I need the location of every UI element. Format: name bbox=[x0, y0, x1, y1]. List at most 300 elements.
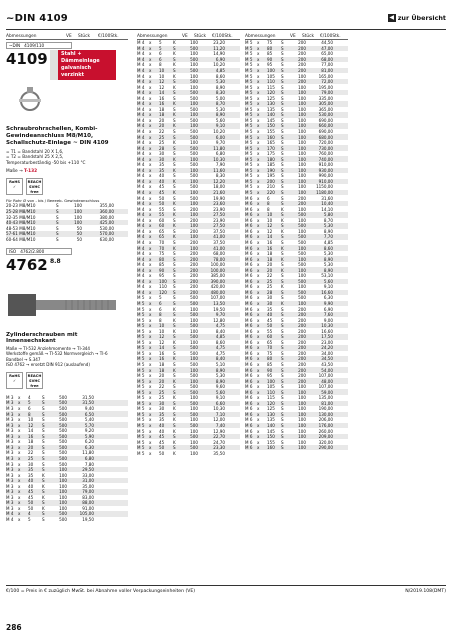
table-cell: 100 bbox=[298, 129, 306, 135]
table-cell: x bbox=[149, 384, 152, 390]
product1-number: 4109 bbox=[6, 50, 48, 68]
table-cell: 23,30 bbox=[213, 445, 225, 451]
table-cell: 910,00 bbox=[318, 162, 333, 168]
table-cell: x bbox=[257, 117, 260, 123]
table-cell: M 4 bbox=[137, 145, 145, 151]
table-cell: M 4 bbox=[137, 95, 145, 101]
table-row bbox=[245, 73, 348, 79]
table-cell: 65 bbox=[267, 339, 273, 345]
table-cell: 200 bbox=[190, 206, 198, 212]
table-cell: 44,50 bbox=[321, 40, 333, 46]
table-cell: x bbox=[257, 339, 260, 345]
table-row bbox=[245, 389, 348, 395]
table-cell: 6,00 bbox=[215, 134, 225, 140]
table-row bbox=[137, 384, 240, 390]
table-cell: x bbox=[149, 90, 152, 96]
table-cell: 200 bbox=[298, 51, 306, 57]
table-cell: K bbox=[173, 356, 176, 362]
table-cell: 8,90 bbox=[323, 267, 333, 273]
table-cell: 70 bbox=[159, 245, 165, 251]
table-cell: x bbox=[257, 389, 260, 395]
table-cell: 500 bbox=[298, 234, 306, 240]
table-cell: M 5 bbox=[137, 384, 145, 390]
table-cell: x bbox=[149, 406, 152, 412]
table-cell: x bbox=[257, 328, 260, 334]
table-cell: 25 bbox=[159, 389, 165, 395]
table-cell: 31,50 bbox=[82, 394, 94, 400]
col2-header: Abmessungen VE Stück €/100Stk. bbox=[245, 33, 348, 40]
table-cell: x bbox=[257, 400, 260, 406]
table-row bbox=[137, 240, 240, 246]
table-cell: 16 bbox=[159, 350, 165, 356]
table-row bbox=[137, 328, 240, 334]
table-cell: 1180,00 bbox=[316, 190, 333, 196]
table-cell: M 3 bbox=[6, 450, 14, 456]
table-cell: x bbox=[149, 434, 152, 440]
table-cell: x bbox=[149, 167, 152, 173]
table-cell: 200 bbox=[298, 367, 306, 373]
table-cell: M 4 bbox=[137, 68, 145, 73]
table-cell: 35 bbox=[28, 472, 34, 478]
table-cell: M 6 bbox=[245, 195, 253, 201]
table-row bbox=[137, 301, 240, 307]
table-cell: x bbox=[257, 45, 260, 51]
table-cell: 12 bbox=[159, 334, 165, 340]
table-cell: 45 bbox=[267, 317, 273, 323]
table-cell: x bbox=[149, 312, 152, 318]
table-cell: x bbox=[257, 245, 260, 251]
table-cell: S bbox=[281, 45, 284, 51]
rohs-badge-2: RoHS ✓ bbox=[6, 372, 23, 389]
table-row bbox=[137, 223, 240, 229]
table-cell: S bbox=[173, 289, 176, 295]
table-cell: 7,10 bbox=[215, 411, 225, 417]
table-cell: x bbox=[18, 467, 21, 473]
back-to-overview-link[interactable] bbox=[388, 14, 446, 22]
table-cell: 500 bbox=[190, 162, 198, 168]
table-cell: S bbox=[281, 140, 284, 146]
table-cell: M 5 bbox=[245, 56, 253, 62]
table-cell: x bbox=[257, 417, 260, 423]
table-cell: 90 bbox=[267, 367, 273, 373]
table-cell: x bbox=[257, 439, 260, 445]
table-cell: x bbox=[257, 84, 260, 90]
table-cell: S bbox=[173, 145, 176, 151]
table-cell: 33,00 bbox=[82, 472, 94, 478]
table-cell: 10,20 bbox=[213, 129, 225, 135]
table-cell: 16 bbox=[267, 239, 273, 245]
table-cell: 100 bbox=[190, 62, 198, 68]
table-cell: 500 bbox=[59, 511, 67, 517]
table-cell: x bbox=[149, 345, 152, 351]
table-cell: S bbox=[281, 106, 284, 112]
table-cell: 100 bbox=[298, 95, 306, 101]
table-cell: S bbox=[281, 129, 284, 135]
table-cell: S bbox=[173, 384, 176, 390]
table-cell: x bbox=[257, 206, 260, 212]
table-cell: 8 bbox=[159, 312, 162, 318]
table-cell: 65 bbox=[159, 234, 165, 240]
table-cell: x bbox=[257, 406, 260, 412]
table-cell: x bbox=[149, 201, 152, 207]
table-cell: 100 bbox=[190, 73, 198, 79]
table-cell: 80 bbox=[267, 45, 273, 51]
table-cell: 5,40 bbox=[84, 417, 94, 423]
table-cell: 8,60 bbox=[215, 73, 225, 79]
table-cell: 100 bbox=[298, 284, 306, 290]
table-cell: 500 bbox=[298, 278, 306, 284]
table-cell: 200 bbox=[298, 373, 306, 379]
table-row bbox=[137, 212, 240, 218]
table-row bbox=[137, 367, 240, 373]
table-cell: 500 bbox=[190, 384, 198, 390]
table-row bbox=[245, 279, 348, 285]
table-cell: 16 bbox=[159, 95, 165, 101]
table-cell: M 3 bbox=[6, 428, 14, 434]
table-cell: M 6 bbox=[245, 228, 253, 234]
table-cell: M 6 bbox=[245, 406, 253, 412]
table-cell: 100 bbox=[190, 101, 198, 107]
table-cell: x bbox=[149, 73, 152, 79]
table-cell: M 6 bbox=[245, 367, 253, 373]
table-cell: M 6 bbox=[245, 278, 253, 284]
table-cell: x bbox=[149, 284, 152, 290]
table-cell: 125 bbox=[267, 406, 275, 412]
table-cell: 10,20 bbox=[213, 62, 225, 68]
table-cell: 5 bbox=[159, 40, 162, 46]
table-row bbox=[245, 445, 348, 451]
table-cell: M 5 bbox=[245, 184, 253, 190]
table-cell: 9,20 bbox=[84, 428, 94, 434]
table-cell: M 5 bbox=[245, 95, 253, 101]
table-cell: 6,80 bbox=[215, 151, 225, 157]
table-cell: M 6 bbox=[245, 317, 253, 323]
product2-number-block bbox=[6, 256, 128, 274]
table-cell: 1150,00 bbox=[316, 184, 333, 190]
table-cell: 45 bbox=[159, 184, 165, 190]
table-cell: x bbox=[257, 251, 260, 257]
table-cell: M 6 bbox=[245, 373, 253, 379]
table-cell: S bbox=[173, 45, 176, 51]
table-cell: S bbox=[281, 223, 284, 229]
table-cell: 100,00 bbox=[210, 267, 225, 273]
table-cell: 6,90 bbox=[323, 306, 333, 312]
table-cell: 100 bbox=[298, 145, 306, 151]
table-cell: S bbox=[281, 123, 284, 129]
table-cell: 107,00 bbox=[318, 373, 333, 379]
table-cell: S bbox=[281, 134, 284, 140]
table-cell: M 4 bbox=[137, 223, 145, 229]
table-cell: x bbox=[18, 433, 21, 439]
table-cell: K bbox=[173, 62, 176, 68]
table-cell: 690,00 bbox=[318, 129, 333, 135]
table-cell: M 4 bbox=[137, 112, 145, 118]
table-cell: S bbox=[281, 384, 284, 390]
table-cell: S bbox=[173, 79, 176, 85]
table-cell: 100 bbox=[298, 190, 306, 196]
col1-header: Abmessungen VE Stück €/100Stk. bbox=[137, 33, 240, 40]
table-cell: 10,30 bbox=[213, 156, 225, 162]
table-cell: 100 bbox=[59, 483, 67, 489]
table-cell: x bbox=[18, 505, 21, 511]
table-cell: x bbox=[257, 239, 260, 245]
table-cell: M 6 bbox=[245, 361, 253, 367]
table-cell: x bbox=[257, 323, 260, 329]
table-cell: x bbox=[257, 201, 260, 207]
table-cell: 200 bbox=[298, 334, 306, 340]
table-row bbox=[6, 231, 128, 237]
table-row bbox=[137, 439, 240, 445]
page-footer bbox=[6, 585, 446, 594]
table-cell: 95 bbox=[267, 62, 273, 68]
table-cell: 11,60 bbox=[213, 167, 225, 173]
table-cell: S bbox=[42, 433, 45, 439]
table-cell: S bbox=[173, 129, 176, 135]
table-row bbox=[6, 225, 128, 231]
table-cell: 20 bbox=[28, 444, 34, 450]
table-cell: M 6 bbox=[245, 334, 253, 340]
table-cell: S bbox=[281, 101, 284, 107]
table-cell: M 5 bbox=[245, 90, 253, 96]
table-cell: x bbox=[257, 129, 260, 135]
table-column-1 bbox=[137, 33, 240, 456]
table-cell: S bbox=[281, 79, 284, 85]
table-row bbox=[245, 40, 348, 46]
table-cell: 5,30 bbox=[323, 262, 333, 268]
table-row bbox=[245, 423, 348, 429]
table-cell: x bbox=[149, 262, 152, 268]
table-cell: 760,00 bbox=[318, 151, 333, 157]
table-row bbox=[245, 417, 348, 423]
table-row bbox=[245, 317, 348, 323]
table-cell: M 5 bbox=[137, 389, 145, 395]
table-cell: M 5 bbox=[245, 40, 253, 46]
table-cell: 200 bbox=[190, 256, 198, 262]
table-row bbox=[245, 306, 348, 312]
table-cell: 120 bbox=[159, 289, 167, 295]
table-column-2 bbox=[245, 33, 348, 450]
table-cell: x bbox=[149, 178, 152, 184]
table-cell: S bbox=[173, 206, 176, 212]
table-cell: 100 bbox=[74, 220, 82, 226]
table-cell: 680,00 bbox=[318, 134, 333, 140]
table-row bbox=[245, 173, 348, 179]
table-cell: S bbox=[173, 312, 176, 318]
table-cell: 150 bbox=[267, 123, 275, 129]
table-cell: x bbox=[149, 228, 152, 234]
table-cell: K bbox=[173, 73, 176, 79]
table-cell: 8 bbox=[267, 201, 270, 207]
table-cell: M 5 bbox=[137, 445, 145, 451]
table-cell: 23,90 bbox=[213, 206, 225, 212]
table-row bbox=[245, 162, 348, 168]
table-cell: M 5 bbox=[137, 428, 145, 434]
table-row bbox=[137, 145, 240, 151]
table-cell: S bbox=[281, 295, 284, 301]
table-cell: M 5 bbox=[137, 356, 145, 362]
table-cell: S bbox=[173, 423, 176, 428]
table-row bbox=[245, 362, 348, 368]
table-cell: S bbox=[173, 389, 176, 395]
table-cell: 5,30 bbox=[323, 223, 333, 229]
table-cell: 100 bbox=[298, 206, 306, 212]
table-row bbox=[245, 395, 348, 401]
table-cell: 12 bbox=[28, 422, 34, 428]
table-cell: 77,00 bbox=[321, 62, 333, 68]
table-cell: 10,30 bbox=[213, 406, 225, 412]
table-cell: M 5 bbox=[245, 134, 253, 140]
table-cell: 27,50 bbox=[213, 212, 225, 218]
table-cell: 8,90 bbox=[215, 84, 225, 90]
table-row bbox=[137, 450, 240, 456]
table-cell: x bbox=[149, 367, 152, 373]
table-cell: x bbox=[18, 472, 21, 478]
table-cell: 95 bbox=[159, 273, 165, 279]
table-cell: 22 bbox=[267, 273, 273, 279]
product1-badges bbox=[6, 178, 128, 195]
table-cell: M 4 bbox=[137, 251, 145, 257]
table-row bbox=[137, 234, 240, 240]
table-cell: 200 bbox=[298, 317, 306, 323]
product1-number-block bbox=[6, 50, 128, 80]
table-cell: 100 bbox=[190, 156, 198, 162]
table-cell: 100 bbox=[159, 278, 167, 284]
table-cell: S bbox=[281, 56, 284, 62]
table-cell: 8,90 bbox=[323, 228, 333, 234]
table-row bbox=[137, 401, 240, 407]
table-cell: x bbox=[149, 245, 152, 251]
table-cell: x bbox=[257, 278, 260, 284]
table-cell: 100 bbox=[298, 434, 306, 440]
table-cell: 25 bbox=[267, 278, 273, 284]
table-cell: M 4 bbox=[137, 151, 145, 157]
table-cell: x bbox=[149, 79, 152, 85]
table-cell: 14 bbox=[159, 90, 165, 96]
table-cell: S bbox=[281, 68, 284, 73]
table-cell: S bbox=[173, 239, 176, 245]
table-cell: 54,00 bbox=[321, 367, 333, 373]
table-row bbox=[137, 334, 240, 340]
table-cell: 100 bbox=[298, 151, 306, 157]
table-cell: M 4 bbox=[137, 284, 145, 290]
table-cell: S bbox=[42, 489, 45, 495]
table-cell: S bbox=[281, 445, 284, 451]
table-cell: S bbox=[42, 422, 45, 428]
table-cell: M 6 bbox=[245, 417, 253, 423]
table-cell: x bbox=[149, 95, 152, 101]
table-row bbox=[245, 245, 348, 251]
table-cell: x bbox=[257, 184, 260, 190]
table-cell: S bbox=[281, 184, 284, 190]
table-cell: 75 bbox=[159, 251, 165, 257]
table-cell: 22,70 bbox=[213, 434, 225, 440]
table-cell: 70 bbox=[159, 239, 165, 245]
table-cell: x bbox=[257, 345, 260, 351]
table-cell: M 6 bbox=[245, 289, 253, 295]
table-cell: 8,70 bbox=[215, 101, 225, 107]
table-cell: 65 bbox=[159, 228, 165, 234]
table-cell: 20 bbox=[159, 378, 165, 384]
table-cell: S bbox=[281, 262, 284, 268]
table-cell: S bbox=[42, 511, 45, 517]
table-cell: x bbox=[149, 195, 152, 201]
table-cell: 85 bbox=[267, 361, 273, 367]
table-cell: 150 bbox=[267, 434, 275, 440]
footer-note: €/100 = Preis in € zuzüglich MwSt. bei Abnahme voller Verpackungseinheiten (VE) bbox=[6, 589, 196, 594]
table-cell: S bbox=[42, 450, 45, 456]
table-cell: 6 bbox=[159, 56, 162, 62]
table-cell: S bbox=[173, 228, 176, 234]
table-cell: S bbox=[42, 455, 45, 461]
table-cell: M 5 bbox=[245, 112, 253, 118]
table-cell: M 6 bbox=[245, 389, 253, 395]
table-cell: K bbox=[173, 178, 176, 184]
table-cell: 500 bbox=[298, 289, 306, 295]
table-cell: S bbox=[281, 428, 284, 434]
table-row bbox=[245, 195, 348, 201]
table-row bbox=[137, 317, 240, 323]
table-cell: 100 bbox=[298, 417, 306, 423]
table-cell: 30 bbox=[267, 300, 273, 306]
table-cell: x bbox=[149, 251, 152, 257]
table-cell: 100 bbox=[267, 68, 275, 73]
table-cell: 500 bbox=[190, 400, 198, 406]
table-cell: S bbox=[281, 345, 284, 351]
table-cell: 43,50 bbox=[321, 361, 333, 367]
table-cell: 130 bbox=[267, 411, 275, 417]
table-cell: S bbox=[173, 345, 176, 351]
table-cell: 20 bbox=[159, 117, 165, 123]
table-cell: x bbox=[149, 68, 152, 73]
table-cell: 23,90 bbox=[213, 217, 225, 223]
table-cell: 18 bbox=[267, 251, 273, 257]
rohs-badge: RoHS ✓ bbox=[6, 178, 23, 195]
table-cell: 100 bbox=[74, 214, 82, 220]
table-cell: 30 bbox=[159, 156, 165, 162]
table-cell: 100 bbox=[190, 439, 198, 445]
table-row bbox=[137, 417, 240, 423]
table-cell: S bbox=[281, 373, 284, 379]
table-cell: 100 bbox=[190, 328, 198, 334]
table-cell: M 5 bbox=[137, 361, 145, 367]
table-cell: 4,75 bbox=[215, 323, 225, 329]
table-cell: M 5 bbox=[137, 345, 145, 351]
table-cell: S bbox=[281, 289, 284, 295]
table-cell: S bbox=[281, 90, 284, 96]
table-cell: 100 bbox=[298, 439, 306, 445]
table-row bbox=[245, 412, 348, 418]
product1-dimensions-link[interactable]: Maße → T-132 bbox=[6, 169, 38, 175]
table-cell: 165 bbox=[267, 140, 275, 146]
table-cell: M 6 bbox=[245, 239, 253, 245]
table-cell: 200 bbox=[298, 356, 306, 362]
table-cell: 500 bbox=[59, 394, 67, 400]
table-cell: 35,00 bbox=[82, 483, 94, 489]
table-row bbox=[245, 156, 348, 162]
table-cell: 6,90 bbox=[215, 56, 225, 62]
table-cell: 200 bbox=[298, 328, 306, 334]
table-cell: x bbox=[257, 411, 260, 417]
table-cell: M 6 bbox=[245, 411, 253, 417]
table-cell: 200 bbox=[298, 345, 306, 351]
table-cell: M 4 bbox=[137, 62, 145, 68]
table-cell: K bbox=[173, 367, 176, 373]
table-cell: 8 bbox=[267, 206, 270, 212]
table-cell: 16 bbox=[28, 433, 34, 439]
table-cell: 390,00 bbox=[210, 278, 225, 284]
table-row bbox=[245, 90, 348, 96]
table-cell: M 6 bbox=[245, 245, 253, 251]
